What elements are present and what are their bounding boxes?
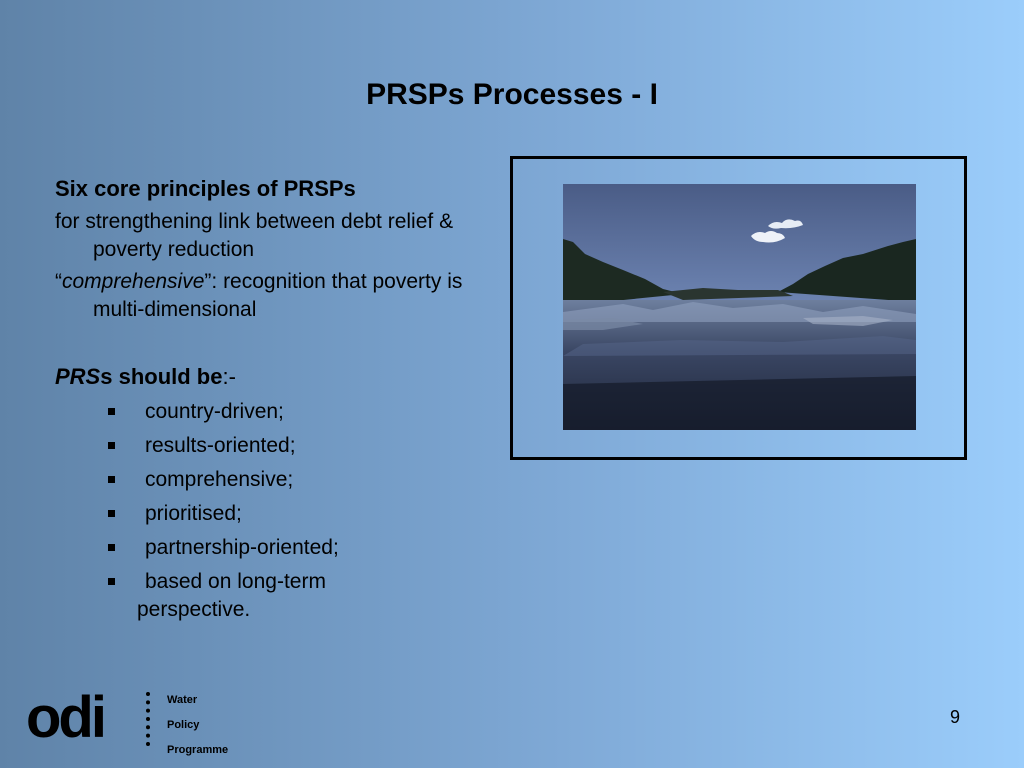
list-item	[55, 466, 475, 494]
river-photo	[563, 184, 916, 430]
text-content	[55, 176, 475, 630]
programme-line-policy: Policy	[167, 719, 200, 731]
programme-line-water: Water	[167, 694, 198, 706]
prs-heading-tail: :-	[222, 364, 236, 389]
square-bullet-icon	[108, 510, 115, 517]
principles-paragraph-2-rest: ”: recognition that poverty is multi-dimensional	[93, 270, 463, 321]
list-item	[55, 432, 475, 460]
list-item	[55, 398, 475, 426]
principles-paragraph-1: for strengthening link between debt relief & poverty reduction	[55, 210, 454, 261]
photo-frame	[510, 156, 967, 460]
programme-line-programme: Programme	[167, 744, 229, 756]
prs-bullet-list	[55, 398, 475, 624]
list-item-text: prioritised;	[145, 502, 242, 525]
odi-wordmark: odi	[26, 685, 104, 750]
comprehensive-term: comprehensive	[62, 270, 205, 293]
list-item-text: results-oriented;	[145, 434, 296, 457]
list-item-text: comprehensive;	[145, 468, 294, 491]
list-item-continuation: perspective.	[137, 598, 251, 621]
logo-divider	[146, 692, 154, 746]
square-bullet-icon	[108, 442, 115, 449]
principles-heading: Six core principles of PRSPs	[55, 176, 356, 201]
list-item	[55, 568, 475, 624]
list-item	[55, 534, 475, 562]
programme-name	[167, 688, 228, 763]
square-bullet-icon	[108, 408, 115, 415]
river-landscape-image	[563, 184, 916, 430]
list-item-text: partnership-oriented;	[145, 536, 339, 559]
prs-heading-bold: s should be	[100, 364, 223, 389]
page-number: 9	[950, 707, 961, 727]
square-bullet-icon	[108, 476, 115, 483]
principles-paragraph-2	[55, 268, 475, 324]
list-item-text: country-driven;	[145, 400, 284, 423]
quote-open: “	[55, 270, 62, 293]
square-bullet-icon	[108, 544, 115, 551]
square-bullet-icon	[108, 578, 115, 585]
list-item-text: based on long-term	[145, 570, 326, 593]
slide-title: PRSPs Processes - I	[366, 78, 658, 111]
prs-heading-italic: PRS	[55, 364, 101, 389]
list-item	[55, 500, 475, 528]
prs-heading	[55, 364, 475, 390]
odi-logo	[26, 685, 266, 758]
